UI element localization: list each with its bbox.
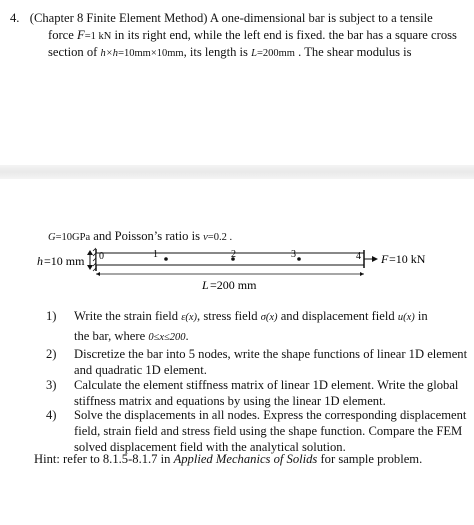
node-label-4: 4	[356, 251, 361, 262]
page-break-band	[0, 165, 474, 179]
bar-figure	[0, 245, 474, 295]
problem-number: 4.	[10, 11, 20, 25]
node-label-0: 0	[99, 251, 104, 262]
hint-line: Hint: refer to 8.1.5-8.1.7 in Applied Mechanics of Solids for sample problem.	[34, 452, 423, 466]
bar-body	[96, 253, 364, 265]
material-line: G=10GPa and Poisson’s ratio is v=0.2 .	[48, 229, 233, 243]
length-label: L	[202, 278, 209, 292]
problem-line-1	[10, 10, 433, 26]
question-4: 4) Solve the displacements in all nodes. Express the corresponding displacement field, strain field and stress field using the shape function. Compare the FEM solved displacement field with the analytical solution.	[46, 408, 467, 454]
problem-line-3: section of h×h=10mm×10mm, its length is L=200mm . The shear modulus is	[48, 45, 412, 59]
node-label-2: 2	[231, 249, 236, 260]
h-label: h	[37, 254, 43, 268]
h-value: =10 mm	[44, 254, 85, 268]
force-value: =10 kN	[389, 252, 426, 266]
problem-line-2: force F=1 kN in its right end, while the left end is fixed. the bar has a square cross	[48, 28, 457, 42]
node-3-dot	[297, 257, 301, 261]
node-1-dot	[164, 257, 168, 261]
node-label-1: 1	[153, 249, 158, 260]
problem-text-1: (Chapter 8 Finite Element Method) A one-dimensional bar is subject to a tensile	[29, 11, 433, 25]
question-2: 2) Discretize the bar into 5 nodes, write the shape functions of linear 1D element and quadratic 1D element.	[46, 347, 468, 377]
question-3: 3) Calculate the element stiffness matrix of linear 1D element. Write the global stiffness matrix and equations by using the linear 1D element.	[46, 378, 459, 408]
hint-book-title: Applied Mechanics of Solids	[173, 452, 318, 466]
force-label: F	[381, 252, 389, 266]
node-label-3: 3	[291, 249, 296, 260]
length-value: =200 mm	[210, 278, 257, 292]
question-1: 1) Write the strain field ε(x), stress field σ(x) and displacement field u(x) in the bar, where 0≤x≤200.	[46, 309, 428, 343]
